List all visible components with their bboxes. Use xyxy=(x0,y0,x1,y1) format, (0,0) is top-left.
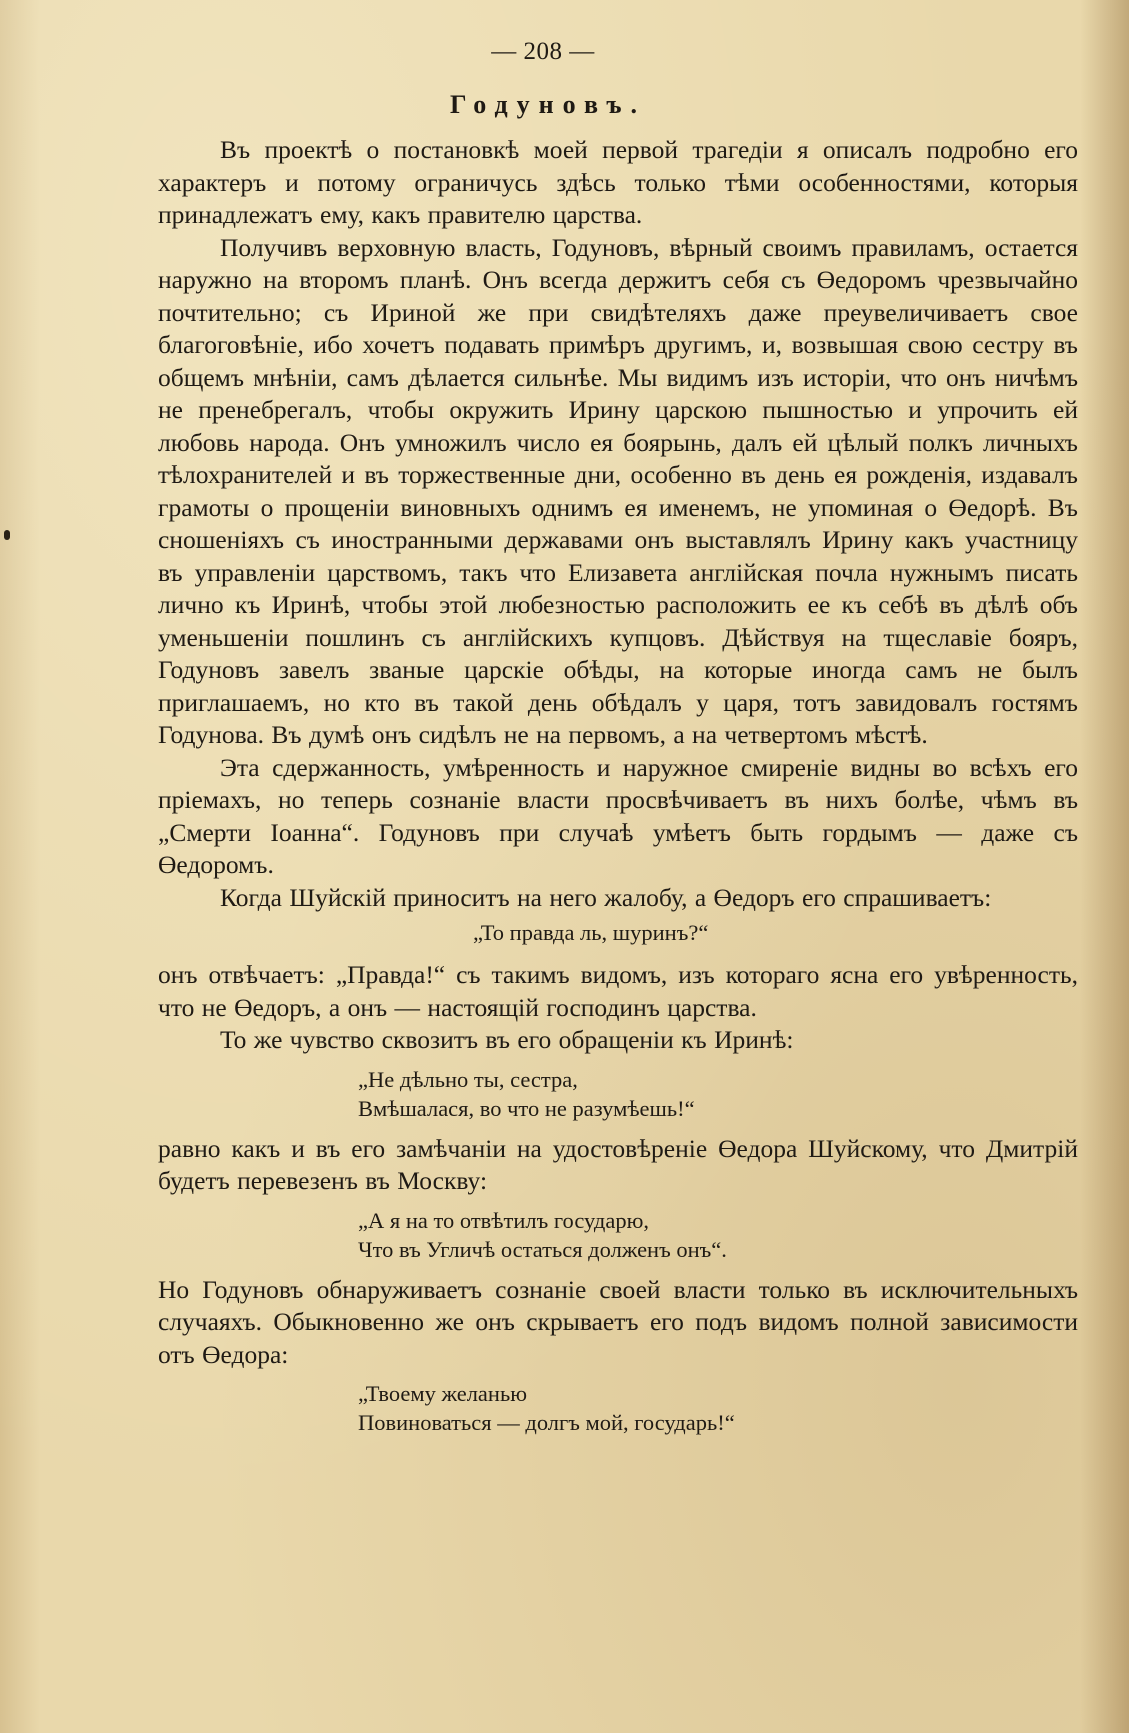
paragraph-2: Получивъ верховную власть, Годуновъ, вѣрный своимъ правиламъ, остается наружно на второмъ планѣ. Онъ всегда держитъ себя съ Өедоромъ чрезвычайно почтительно; съ Ириной же при свидѣтеляхъ даже преувеличиваетъ свое благоговѣніе, ибо хочетъ подавать примѣръ другимъ, и, возвышая свою сестру въ общемъ мнѣніи, самъ дѣлается сильнѣе. Мы видимъ изъ исторіи, что онъ ничѣмъ не пренебрегалъ, чтобы окружить Ирину царскою пышностью и упрочить ей любовь народа. Онъ умножилъ число ея боярынь, далъ ей цѣлый полкъ личныхъ тѣлохранителей и въ торжественные дни, особенно въ день ея рожденія, издавалъ грамоты о прощеніи виновныхъ однимъ ея именемъ, не упоминая о Өедорѣ. Въ сношеніяхъ съ иностранными державами онъ выставлялъ Ирину какъ участницу въ управленіи царствомъ, такъ что Елизавета англійская почла нужнымъ писать лично къ Иринѣ, чтобы этой любезностью расположить ее къ себѣ въ дѣлѣ объ уменьшеніи пошлинъ съ англійскихъ купцовъ. Дѣйствуя на тщеславіе бояръ, Годуновъ завелъ званые царскіе обѣды, на которые иногда самъ не былъ приглашаемъ, но кто въ такой день обѣдалъ у царя, тотъ завидовалъ гостямъ Годунова. Въ думѣ онъ сидѣлъ не на первомъ, а на четвертомъ мѣстѣ. xyxy=(158,232,1078,749)
quote-2-line-1: „Не дѣльно ты, сестра, xyxy=(358,1066,578,1092)
paragraph-lead-quote-2: То же чувство сквозитъ въ его обращеніи къ Иринѣ: xyxy=(220,1025,794,1054)
quote-4-line-2: Повиноваться — долгъ мой, государь!“ xyxy=(358,1410,735,1435)
paragraph-after-quote-3: Но Годуновъ обнаруживаетъ сознаніе своей власти только въ исключительныхъ случаяхъ. Обыкновенно же онъ скрываетъ его подъ видомъ полной зависимости отъ Өедора: xyxy=(158,1274,1078,1369)
quote-1-line: „То правда ль, шуринъ?“ xyxy=(473,920,709,945)
paragraph-after-quote-2: равно какъ и въ его замѣчаніи на удостовѣреніе Өедора Шуйскому, что Дмитрій будетъ перевезенъ въ Москву: xyxy=(158,1133,1078,1195)
chapter-title: Годуновъ. xyxy=(449,90,647,119)
quote-4 xyxy=(158,1379,1078,1437)
quote-1 xyxy=(158,918,1078,947)
paragraph-3: Эта сдержанность, умѣренность и наружное смиреніе видны во всѣхъ его пріемахъ, но теперь сознаніе власти просвѣчиваетъ въ нихъ болѣе, чѣмъ въ „Смерти Іоанна“. Годуновъ при случаѣ умѣетъ быть гордымъ — даже съ Өедоромъ. xyxy=(158,752,1078,879)
paragraph-after-quote-1: онъ отвѣчаетъ: „Правда!“ съ такимъ видомъ, изъ котораго ясна его увѣренность, что не Өедоръ, а онъ — настоящій господинъ царства. xyxy=(158,960,1078,1022)
quote-3-line-2: Что въ Угличѣ остаться долженъ онъ“. xyxy=(358,1236,727,1262)
page-number: — 208 — xyxy=(491,38,595,65)
paragraph-1: Въ проектѣ о постановкѣ моей первой трагедіи я описалъ подробно его характеръ и потому ограничусь здѣсь только тѣми особенностями, которыя принадлежатъ ему, какъ правителю царства. xyxy=(158,135,1078,229)
quote-2-line-2: Вмѣшалася, во что не разумѣешь!“ xyxy=(358,1095,695,1121)
margin-ink-mark xyxy=(4,530,10,540)
book-page xyxy=(158,38,1078,1447)
paragraph-4: Когда Шуйскій приноситъ на него жалобу, а Өедоръ его спрашиваетъ: xyxy=(220,882,992,912)
quote-3-line-1: „А я на то отвѣтилъ государю, xyxy=(358,1207,650,1233)
quote-3 xyxy=(158,1206,1078,1264)
quote-4-line-1: „Твоему желанью xyxy=(358,1381,528,1406)
quote-2 xyxy=(158,1065,1078,1123)
